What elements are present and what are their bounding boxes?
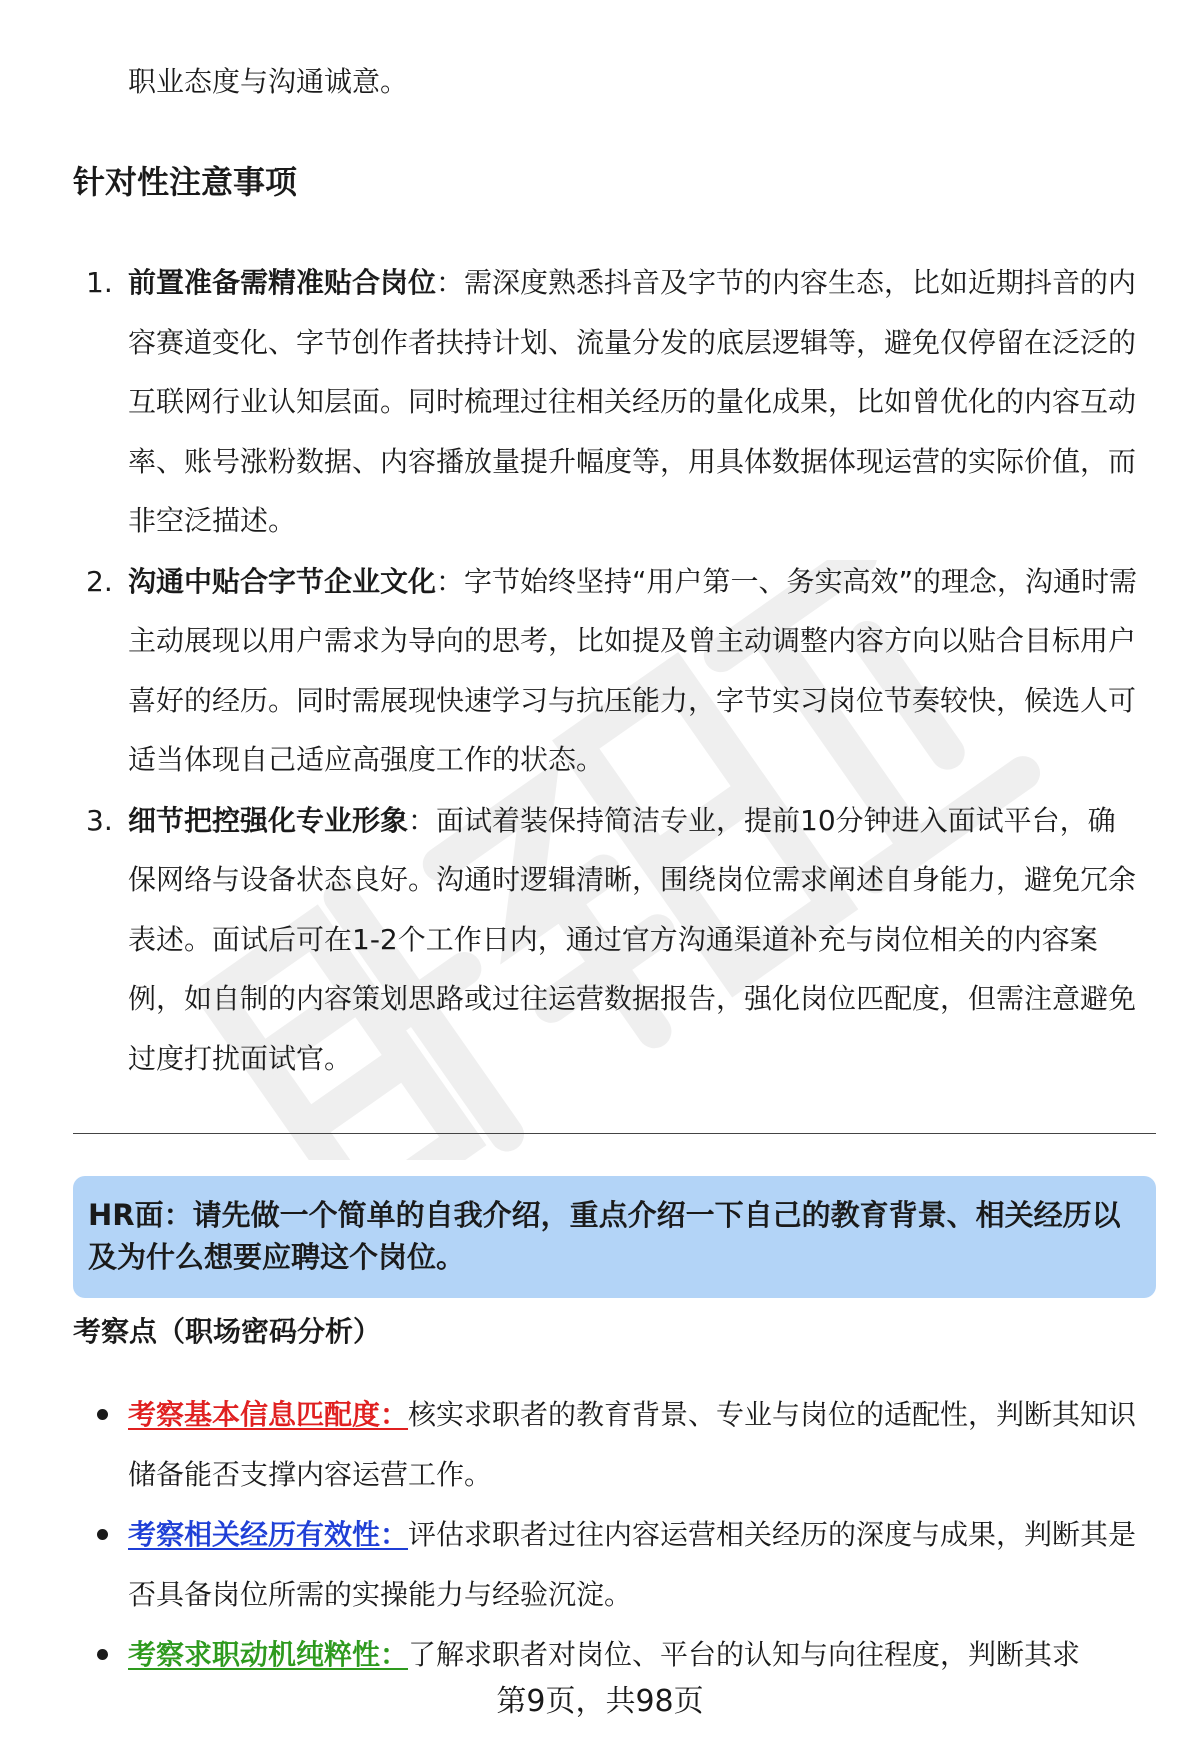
item-separator: ： [436, 266, 465, 299]
analysis-label: 考察求职动机纯粹性： [128, 1638, 409, 1671]
list-item [73, 1625, 1143, 1685]
analysis-label: 考察相关经历有效性： [128, 1518, 409, 1551]
item-separator: ： [436, 564, 465, 598]
analysis-heading: 考察点（职场密码分析） [73, 1315, 382, 1348]
list-item [73, 552, 1143, 790]
page-footer: 第9页，共98页 [496, 1684, 704, 1719]
item-title: 前置准备需精准贴合岗位 [128, 266, 437, 299]
section-heading: 针对性注意事项 [73, 163, 298, 201]
item-body: 需深度熟悉抖音及字节的内容生态，比如近期抖音的内容赛道变化、字节创作者扶持计划、流量分发的底层逻辑等，避免仅停留在泛泛的互联网行业认知层面。同时梳理过往相关经历的量化成果，比如曾优化的内容互动率、账号涨粉数据、内容播放量提升幅度等，用具体数据体现运营的实际价值，而非空泛描述。 [128, 266, 1137, 537]
item-separator: ： [408, 803, 437, 837]
list-item [73, 253, 1143, 551]
list-number: 3. [86, 803, 113, 837]
list-item [73, 791, 1143, 1089]
bullet-dot [97, 1649, 108, 1660]
list-number: 2. [86, 564, 113, 598]
list-item [73, 1505, 1143, 1624]
analysis-label: 考察基本信息匹配度： [128, 1398, 409, 1431]
section-divider [73, 1133, 1156, 1134]
item-body: 面试着装保持简洁专业，提前10分钟进入面试平台，确保网络与设备状态良好。沟通时逻辑清晰，围绕岗位需求阐述自身能力，避免冗余表述。面试后可在1-2个工作日内，通过官方沟通渠道补充与岗位相关的内容案例，如自制的内容策划思路或过往运营数据报告，强化岗位匹配度，但需注意避免过度打扰面试官。 [128, 803, 1137, 1075]
analysis-body: 评估求职者过往内容运营相关经历的深度与成果，判断其是否具备岗位所需的实操能力与经验沉淀。 [128, 1518, 1137, 1611]
bullet-dot [97, 1529, 108, 1540]
bullet-dot [97, 1409, 108, 1420]
item-title: 细节把控强化专业形象 [128, 803, 409, 837]
question-text: HR面：请先做一个简单的自我介绍，重点介绍一下自己的教育背景、相关经历以及为什么想要应聘这个岗位。 [88, 1198, 1121, 1274]
item-title: 沟通中贴合字节企业文化 [128, 564, 437, 598]
analysis-body: 核实求职者的教育背景、专业与岗位的适配性，判断其知识储备能否支撑内容运营工作。 [128, 1398, 1137, 1491]
list-number: 1. [86, 266, 113, 299]
item-body: 字节始终坚持“用户第一、务实高效”的理念，沟通时需主动展现以用户需求为导向的思考，比如提及曾主动调整内容方向以贴合目标用户喜好的经历。同时需展现快速学习与抗压能力，字节实习岗位节奏较快，候选人可适当体现自己适应高强度工作的状态。 [128, 564, 1138, 776]
numbered-list [73, 253, 1143, 1089]
question-box [73, 1176, 1156, 1298]
list-item [73, 1385, 1143, 1504]
analysis-list [73, 1385, 1143, 1686]
analysis-body: 了解求职者对岗位、平台的认知与向往程度，判断其求 [408, 1638, 1081, 1671]
intro-line: 职业态度与沟通诚意。 [128, 65, 409, 98]
